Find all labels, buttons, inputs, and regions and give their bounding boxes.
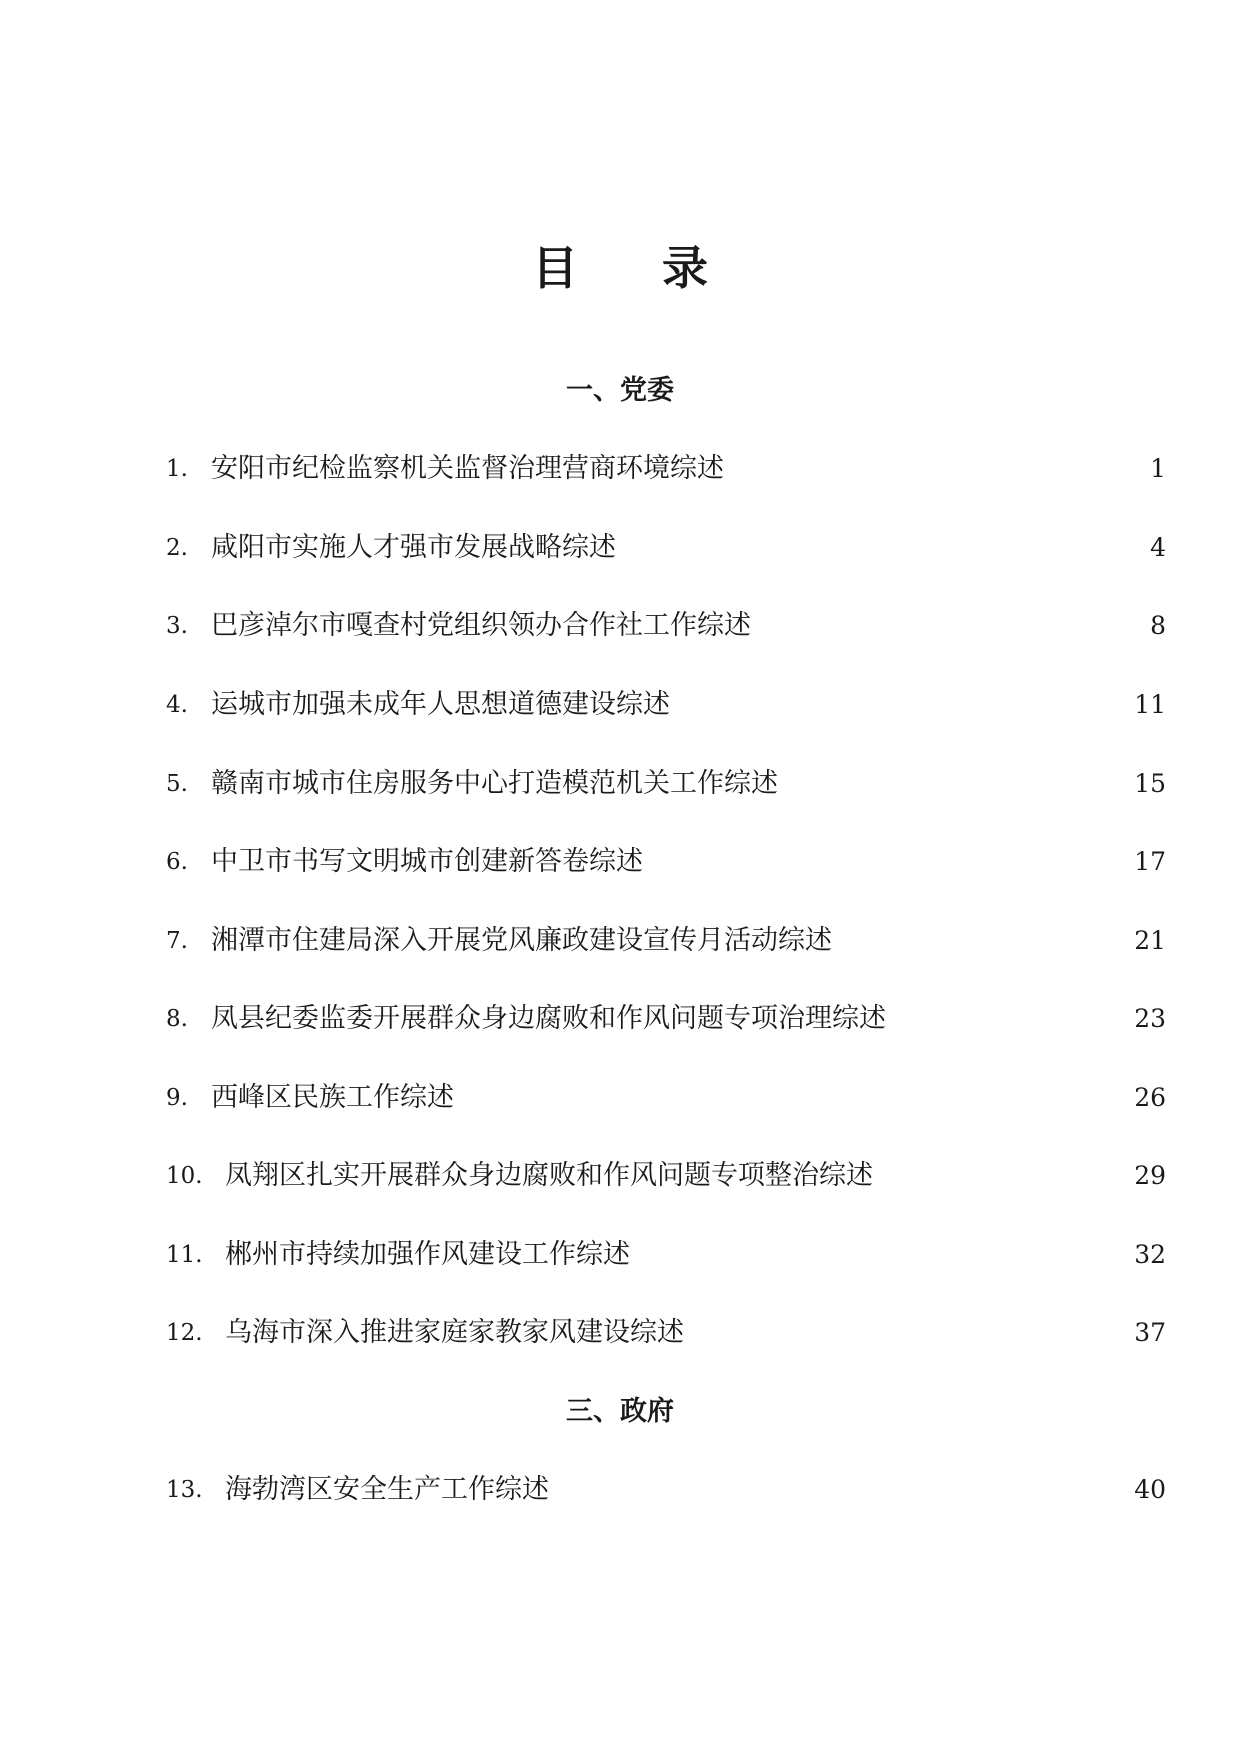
entry-number: 2. [166,535,188,561]
entry-page-number: 4 [1150,533,1166,562]
entry-title: 湘潭市住建局深入开展党风廉政建设宣传月活动综述 [211,925,832,956]
entry-page-number: 26 [1134,1083,1166,1112]
toc-entry[interactable] [166,1313,1166,1353]
entry-number: 9. [166,1085,188,1111]
entry-number: 7. [166,928,188,954]
entry-title: 郴州市持续加强作风建设工作综述 [225,1239,630,1270]
entry-page-number: 37 [1134,1318,1166,1347]
entry-page-number: 40 [1134,1475,1166,1504]
entry-title: 巴彦淖尔市嘎查村党组织领办合作社工作综述 [211,610,751,641]
entry-title: 安阳市纪检监察机关监督治理营商环境综述 [211,453,724,484]
entry-number: 8. [166,1006,188,1032]
entry-page-number: 1 [1150,454,1166,483]
entry-number: 6. [166,849,188,875]
section-heading-party: 一、党委 [566,375,674,406]
entry-number: 11. [166,1242,203,1268]
entry-page-number: 11 [1134,690,1166,719]
entry-number: 1. [166,456,188,482]
entry-page-number: 32 [1134,1240,1166,1269]
toc-entry[interactable] [166,1078,1166,1118]
section-heading-government: 三、政府 [566,1396,674,1427]
toc-entry[interactable] [166,842,1166,882]
toc-entry[interactable] [166,999,1166,1039]
entry-title: 咸阳市实施人才强市发展战略综述 [211,532,616,563]
toc-entry[interactable] [166,1470,1166,1510]
entry-page-number: 17 [1134,847,1166,876]
entry-title: 乌海市深入推进家庭家教家风建设综述 [225,1317,684,1348]
entry-number: 4. [166,692,188,718]
toc-entry[interactable] [166,685,1166,725]
entry-title: 中卫市书写文明城市创建新答卷综述 [211,846,643,877]
entry-number: 10. [166,1163,203,1189]
entry-page-number: 8 [1150,611,1166,640]
entry-title: 凤县纪委监委开展群众身边腐败和作风问题专项治理综述 [211,1003,886,1034]
toc-entry[interactable] [166,764,1166,804]
toc-entry[interactable] [166,606,1166,646]
toc-entry[interactable] [166,921,1166,961]
entry-page-number: 23 [1134,1004,1166,1033]
toc-entry[interactable] [166,1156,1166,1196]
entry-number: 12. [166,1320,203,1346]
toc-entry[interactable] [166,528,1166,568]
entry-number: 5. [166,771,188,797]
entry-page-number: 29 [1134,1161,1166,1190]
entry-number: 13. [166,1477,203,1503]
toc-title: 目 录 [531,241,742,295]
entry-page-number: 21 [1134,926,1166,955]
entry-title: 海勃湾区安全生产工作综述 [225,1474,549,1505]
entry-title: 西峰区民族工作综述 [211,1082,454,1113]
toc-entry[interactable] [166,1235,1166,1275]
entry-page-number: 15 [1134,769,1166,798]
entry-title: 凤翔区扎实开展群众身边腐败和作风问题专项整治综述 [225,1160,873,1191]
toc-entry[interactable] [166,449,1166,489]
entry-title: 赣南市城市住房服务中心打造模范机关工作综述 [211,768,778,799]
entry-title: 运城市加强未成年人思想道德建设综述 [211,689,670,720]
entry-number: 3. [166,613,188,639]
